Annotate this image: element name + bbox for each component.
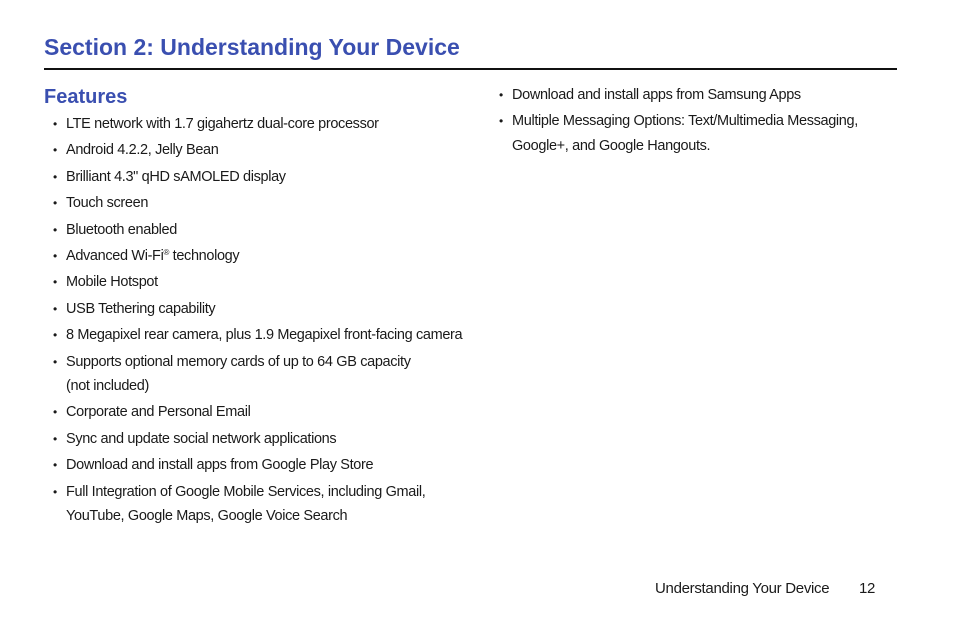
list-item-text: Corporate and Personal Email xyxy=(66,404,251,421)
list-item-text: Touch screen xyxy=(66,195,149,212)
bullet-icon: • xyxy=(53,196,57,211)
list-item xyxy=(53,218,473,243)
features-list-right xyxy=(499,83,889,160)
features-heading: Features xyxy=(44,86,128,108)
wifi-text-suffix: technology xyxy=(168,247,240,264)
list-item-text: 8 Megapixel rear camera, plus 1.9 Megapixel front-facing camera xyxy=(66,327,463,344)
list-item-text: Multiple Messaging Options: Text/Multimedia Messaging, xyxy=(512,113,858,130)
bullet-icon: • xyxy=(53,328,57,343)
list-item-text: Download and install apps from Google Play Store xyxy=(66,457,374,474)
title-divider xyxy=(44,68,897,70)
list-item xyxy=(53,350,473,399)
bullet-icon: • xyxy=(499,114,503,129)
list-item-text: Bluetooth enabled xyxy=(66,221,177,238)
bullet-icon: • xyxy=(499,88,503,102)
bullet-icon: • xyxy=(53,275,57,290)
list-item-text: Sync and update social network applications xyxy=(66,430,337,447)
bullet-icon: • xyxy=(53,484,57,499)
list-item-text xyxy=(66,248,239,264)
list-item xyxy=(53,480,473,529)
list-item-text: Android 4.2.2, Jelly Bean xyxy=(66,142,219,159)
bullet-icon: • xyxy=(53,458,57,473)
list-item-text: USB Tethering capability xyxy=(66,300,216,317)
bullet-icon: • xyxy=(53,117,57,131)
list-item xyxy=(53,165,473,190)
list-item xyxy=(53,400,473,425)
page-number: 12 xyxy=(859,580,876,597)
list-item xyxy=(53,138,473,163)
bullet-icon: • xyxy=(53,169,57,184)
list-item xyxy=(53,270,473,295)
list-item xyxy=(53,244,473,269)
bullet-icon: • xyxy=(53,248,57,263)
bullet-icon: • xyxy=(53,143,57,158)
list-item xyxy=(53,191,473,216)
list-item xyxy=(53,323,473,348)
list-item-text: LTE network with 1.7 gigahertz dual-core processor xyxy=(66,116,379,132)
list-item-text: Brilliant 4.3" qHD sAMOLED display xyxy=(66,168,286,185)
list-item-text: Mobile Hotspot xyxy=(66,274,158,291)
registered-mark: ® xyxy=(163,247,169,257)
bullet-icon: • xyxy=(53,354,57,369)
list-item-text-continued: (not included) xyxy=(66,378,149,395)
bullet-icon: • xyxy=(53,405,57,420)
list-item xyxy=(53,453,473,478)
list-item-text: Download and install apps from Samsung Apps xyxy=(512,87,801,103)
bullet-icon: • xyxy=(53,431,57,446)
bullet-icon: • xyxy=(53,301,57,316)
list-item-text-continued: Google+, and Google Hangouts. xyxy=(512,137,711,154)
list-item xyxy=(53,297,473,322)
list-item xyxy=(499,109,889,158)
features-list-left xyxy=(53,112,473,530)
list-item xyxy=(53,427,473,452)
footer-section-label: Understanding Your Device xyxy=(655,580,830,597)
bullet-icon: • xyxy=(53,222,57,237)
list-item xyxy=(499,83,889,108)
wifi-text: Advanced Wi-Fi xyxy=(66,247,164,264)
list-item-text: Full Integration of Google Mobile Services, including Gmail, xyxy=(66,483,426,500)
list-item-text: Supports optional memory cards of up to 64 GB capacity xyxy=(66,353,411,370)
section-title: Section 2: Understanding Your Device xyxy=(44,34,460,60)
list-item xyxy=(53,112,473,137)
list-item-text-continued: YouTube, Google Maps, Google Voice Search xyxy=(66,508,348,525)
